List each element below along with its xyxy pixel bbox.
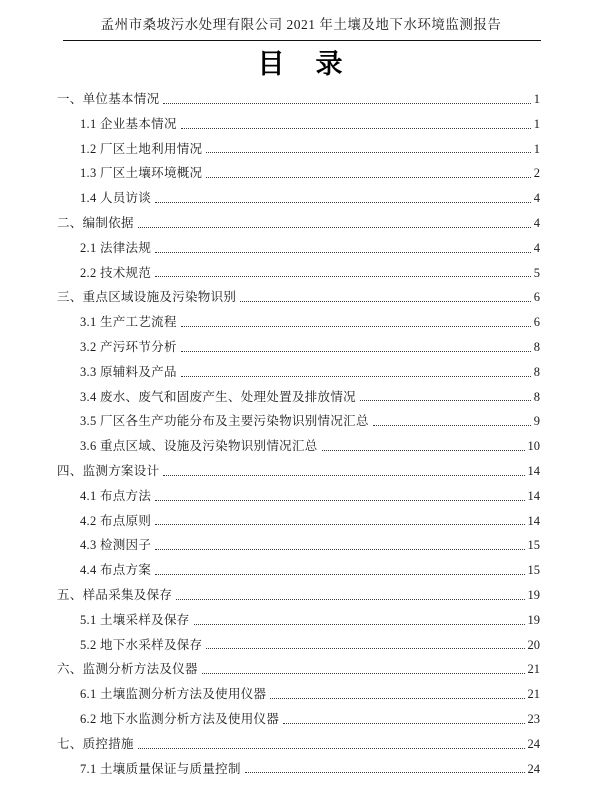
- toc-entry-page: 20: [527, 637, 540, 652]
- toc-entry-page: 4: [533, 215, 540, 230]
- toc-dot-leader: [206, 648, 524, 649]
- toc-entry-label: 1.3 厂区土壤环境概况: [80, 166, 203, 181]
- toc-entry: [57, 360, 540, 385]
- toc-dot-leader: [194, 624, 525, 625]
- toc-entry-label: 三、重点区域设施及污染物识别: [57, 290, 237, 305]
- toc-dot-leader: [181, 128, 531, 129]
- toc-entry-label: 五、样品采集及保存: [57, 587, 173, 602]
- toc-entry: [57, 682, 540, 707]
- toc-entry-page: 14: [527, 513, 540, 528]
- toc-dot-leader: [322, 450, 525, 451]
- toc-entry: [57, 533, 540, 558]
- toc-entry-page: 15: [527, 563, 540, 578]
- toc-entry: [57, 211, 540, 236]
- toc-list: [0, 85, 602, 781]
- toc-entry: [57, 608, 540, 633]
- toc-dot-leader: [202, 673, 525, 674]
- toc-entry: [57, 434, 540, 459]
- toc-entry: [57, 707, 540, 732]
- toc-dot-leader: [373, 425, 531, 426]
- toc-entry-page: 21: [527, 662, 540, 677]
- toc-entry-label: 二、编制依据: [57, 215, 134, 230]
- toc-entry-page: 10: [527, 439, 540, 454]
- toc-entry-page: 19: [527, 587, 540, 602]
- toc-dot-leader: [270, 698, 524, 699]
- toc-entry-page: 6: [533, 315, 540, 330]
- toc-dot-leader: [240, 301, 531, 302]
- toc-entry: [57, 236, 540, 261]
- toc-entry: [57, 137, 540, 162]
- toc-entry-label: 3.4 废水、废气和固废产生、处理处置及排放情况: [80, 389, 356, 404]
- toc-entry-label: 七、质控措施: [57, 736, 134, 751]
- toc-entry-label: 4.4 布点方案: [80, 563, 152, 578]
- toc-entry: [57, 335, 540, 360]
- toc-dot-leader: [155, 524, 524, 525]
- toc-entry-page: 19: [527, 612, 540, 627]
- toc-entry-label: 5.1 土壤采样及保存: [80, 612, 190, 627]
- toc-entry-page: 4: [533, 191, 540, 206]
- toc-dot-leader: [206, 177, 530, 178]
- toc-dot-leader: [283, 723, 524, 724]
- toc-dot-leader: [176, 599, 524, 600]
- toc-entry-page: 15: [527, 538, 540, 553]
- toc-entry-page: 1: [533, 141, 540, 156]
- toc-entry: [57, 161, 540, 186]
- toc-entry: [57, 633, 540, 658]
- toc-entry-label: 7.1 土壤质量保证与质量控制: [80, 761, 241, 776]
- toc-entry-page: 2: [533, 166, 540, 181]
- toc-entry-label: 6.1 土壤监测分析方法及使用仪器: [80, 687, 267, 702]
- toc-entry-page: 8: [533, 339, 540, 354]
- toc-entry-page: 23: [527, 711, 540, 726]
- toc-entry: [57, 732, 540, 757]
- toc-dot-leader: [206, 152, 530, 153]
- toc-dot-leader: [181, 326, 531, 327]
- toc-entry: [57, 509, 540, 534]
- toc-entry-page: 9: [533, 414, 540, 429]
- toc-dot-leader: [181, 351, 531, 352]
- toc-entry-label: 3.5 厂区各生产功能分布及主要污染物识别情况汇总: [80, 414, 369, 429]
- toc-entry: [57, 757, 540, 782]
- toc-entry-page: 24: [527, 736, 540, 751]
- toc-entry: [57, 385, 540, 410]
- toc-entry: [57, 310, 540, 335]
- toc-entry-label: 四、监测方案设计: [57, 463, 160, 478]
- toc-entry-page: 8: [533, 364, 540, 379]
- toc-title: 目 录: [257, 49, 345, 79]
- toc-dot-leader: [138, 748, 525, 749]
- toc-entry-label: 3.1 生产工艺流程: [80, 315, 177, 330]
- toc-dot-leader: [155, 252, 531, 253]
- toc-entry-label: 1.4 人员访谈: [80, 191, 152, 206]
- toc-entry-page: 1: [533, 116, 540, 131]
- toc-entry-page: 5: [533, 265, 540, 280]
- toc-dot-leader: [163, 475, 524, 476]
- toc-entry-label: 六、监测分析方法及仪器: [57, 662, 198, 677]
- toc-dot-leader: [163, 103, 530, 104]
- toc-entry-page: 6: [533, 290, 540, 305]
- toc-entry-label: 4.2 布点原则: [80, 513, 152, 528]
- toc-dot-leader: [138, 227, 531, 228]
- toc-entry-label: 1.1 企业基本情况: [80, 116, 177, 131]
- header-rule: [63, 40, 541, 41]
- toc-entry-page: 14: [527, 463, 540, 478]
- toc-entry: [57, 112, 540, 137]
- toc-dot-leader: [245, 772, 525, 773]
- toc-entry: [57, 409, 540, 434]
- toc-entry-label: 4.3 检测因子: [80, 538, 152, 553]
- toc-entry-label: 一、单位基本情况: [57, 92, 160, 106]
- toc-entry-page: 8: [533, 389, 540, 404]
- header-title: 孟州市桑坡污水处理有限公司 2021 年土壤及地下水环境监测报告: [100, 17, 502, 32]
- toc-entry-label: 2.2 技术规范: [80, 265, 152, 280]
- toc-entry-page: 4: [533, 240, 540, 255]
- toc-entry: [57, 657, 540, 682]
- toc-dot-leader: [155, 500, 524, 501]
- page-header: [0, 0, 602, 41]
- toc-entry-page: 24: [527, 761, 540, 776]
- toc-entry: [57, 484, 540, 509]
- toc-entry-label: 3.6 重点区域、设施及污染物识别情况汇总: [80, 439, 318, 454]
- toc-entry-label: 3.3 原辅料及产品: [80, 364, 177, 379]
- toc-entry-label: 6.2 地下水监测分析方法及使用仪器: [80, 711, 280, 726]
- toc-entry: [57, 583, 540, 608]
- toc-entry: [57, 459, 540, 484]
- toc-entry-label: 5.2 地下水采样及保存: [80, 637, 203, 652]
- toc-dot-leader: [155, 549, 524, 550]
- toc-dot-leader: [155, 276, 531, 277]
- toc-entry-label: 4.1 布点方法: [80, 488, 152, 503]
- toc-dot-leader: [155, 574, 524, 575]
- toc-entry-label: 2.1 法律法规: [80, 240, 152, 255]
- toc-entry: [57, 87, 540, 112]
- toc-entry: [57, 285, 540, 310]
- toc-entry-page: 1: [533, 92, 540, 106]
- toc-dot-leader: [181, 376, 531, 377]
- toc-entry: [57, 558, 540, 583]
- toc-entry: [57, 261, 540, 286]
- toc-entry-page: 14: [527, 488, 540, 503]
- toc-entry-label: 3.2 产污环节分析: [80, 339, 177, 354]
- toc-entry: [57, 186, 540, 211]
- toc-dot-leader: [360, 400, 531, 401]
- toc-dot-leader: [155, 202, 531, 203]
- toc-entry-page: 21: [527, 687, 540, 702]
- toc-entry-label: 1.2 厂区土地利用情况: [80, 141, 203, 156]
